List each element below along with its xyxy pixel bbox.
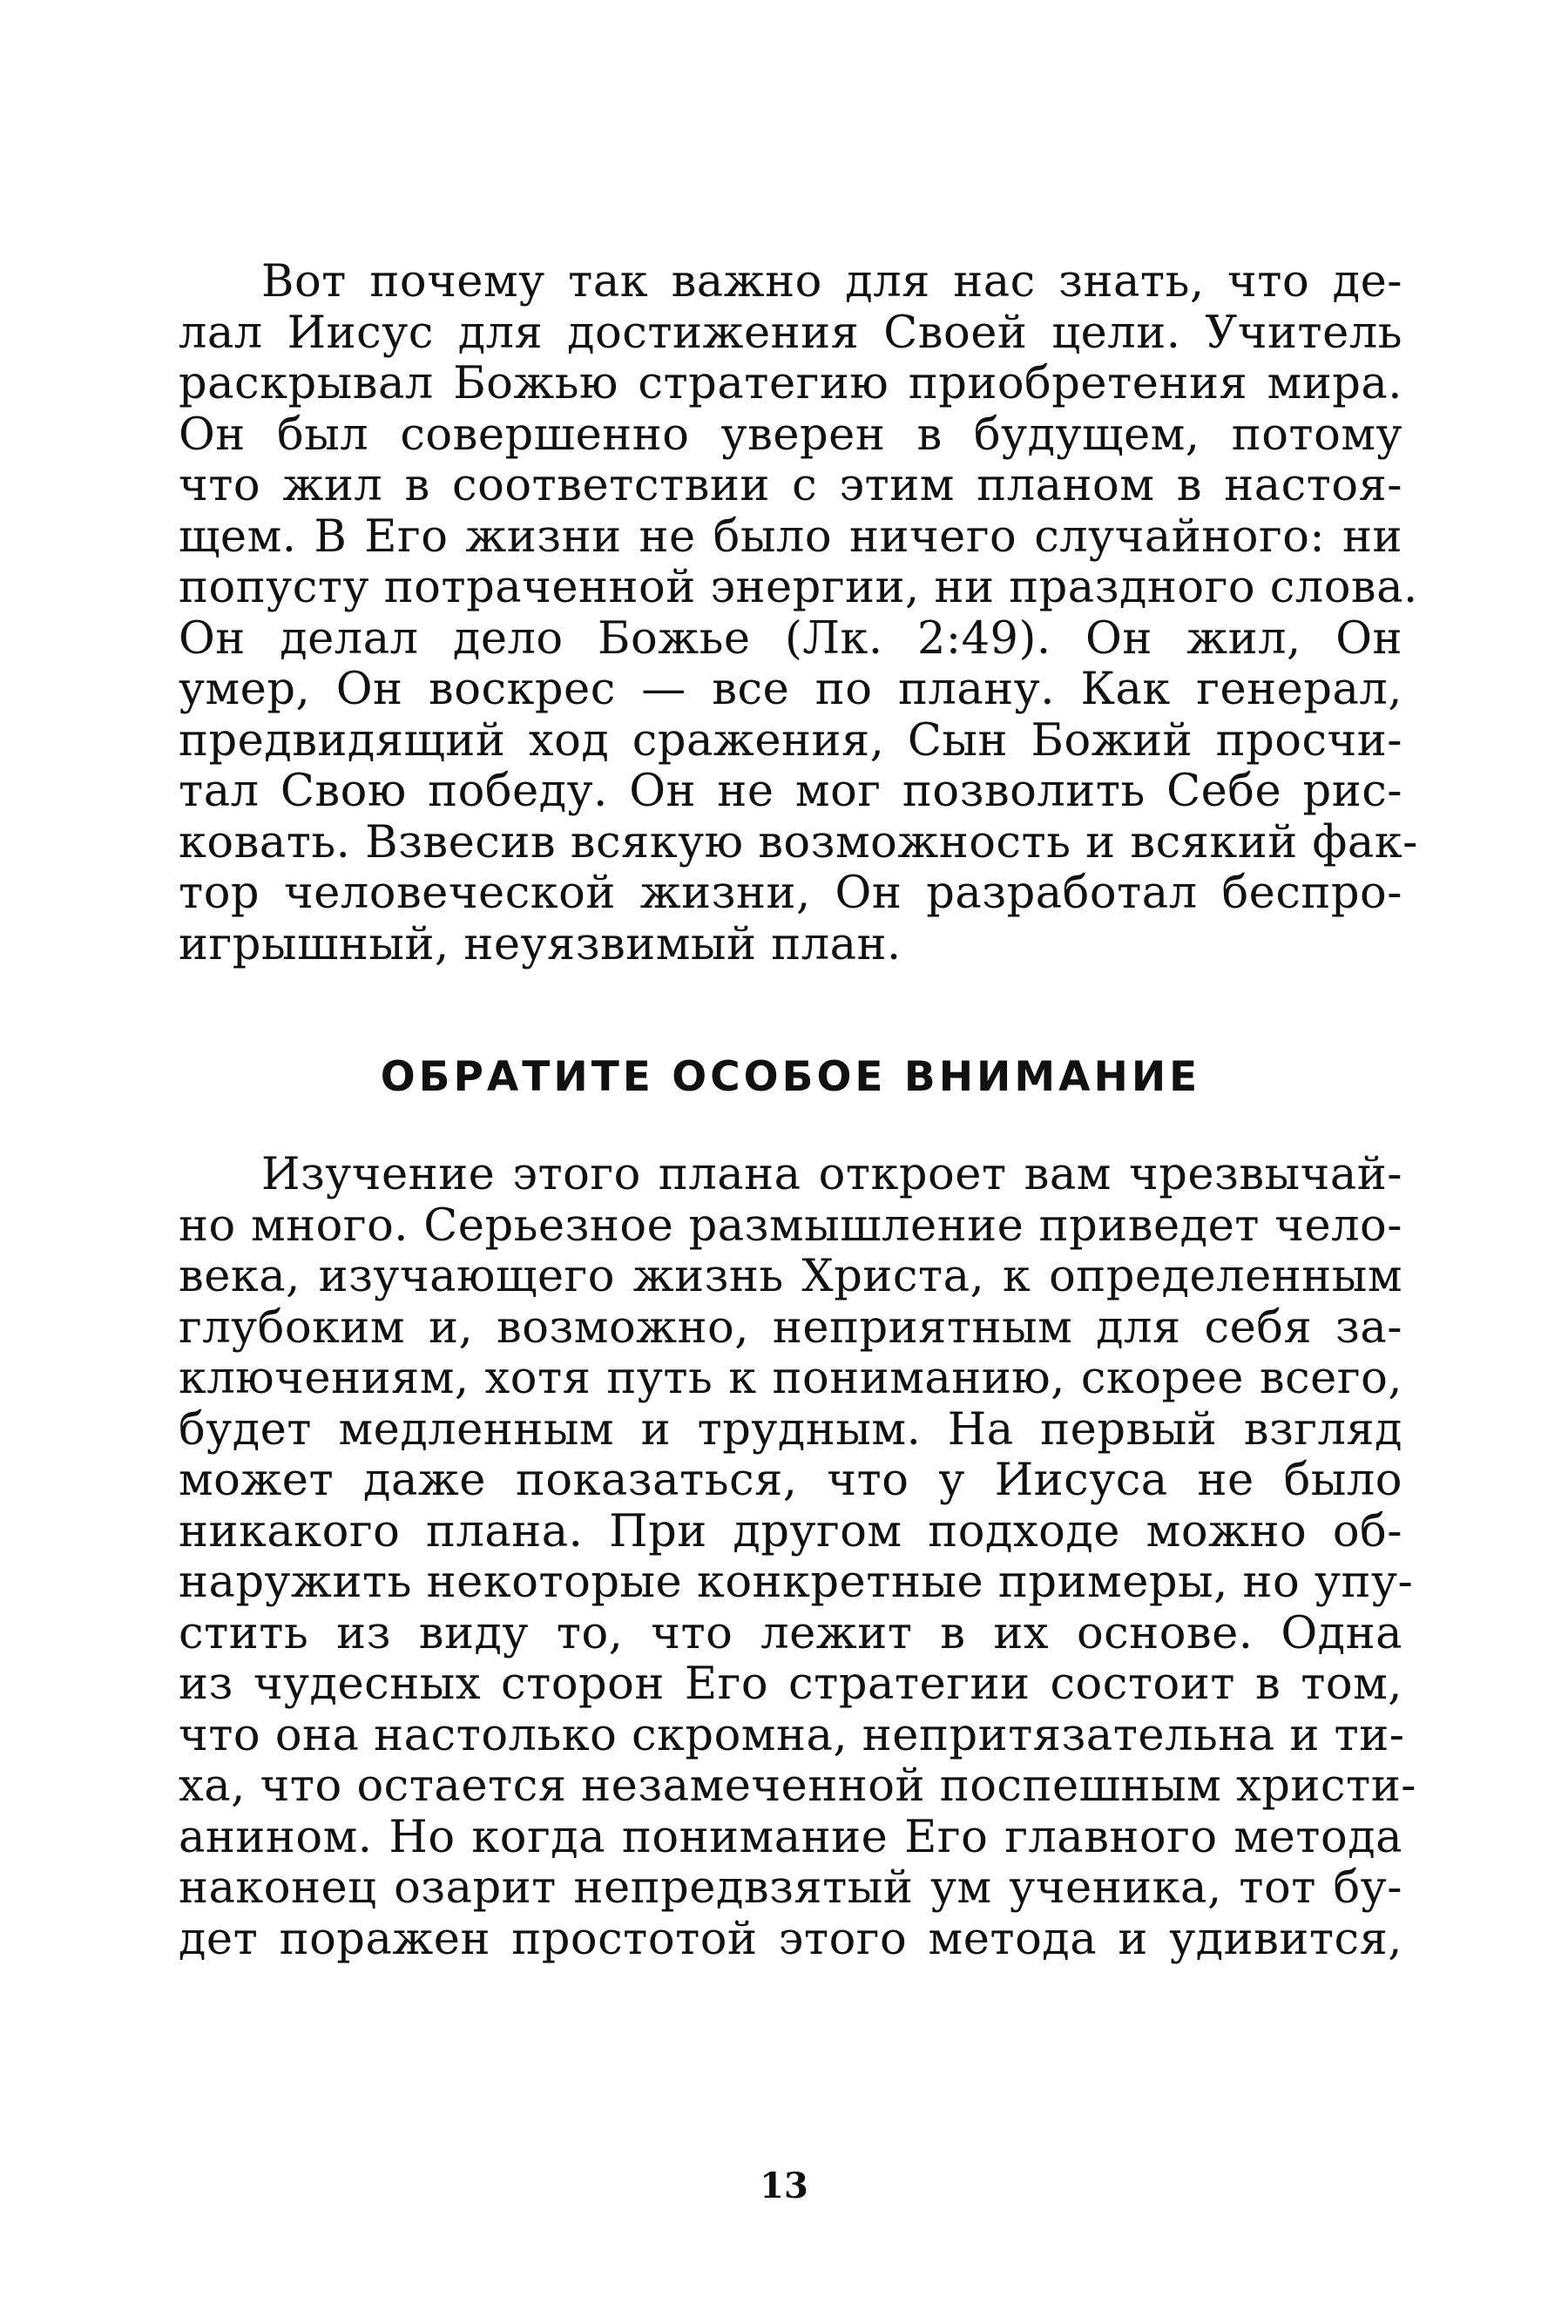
paragraph-line: века, изучающего жизнь Христа, к определенным <box>179 1251 1402 1302</box>
paragraph-line: стить из виду то, что лежит в их основе. Одна <box>179 1607 1402 1659</box>
paragraph-line: Он делал дело Божье (Лк. 2:49). Он жил, Он <box>179 612 1402 665</box>
paragraph-line: никакого плана. При другом подходе можно об- <box>179 1505 1402 1557</box>
paragraph-line: Он был совершенно уверен в будущем, потому <box>179 409 1402 461</box>
paragraph-line: игрышный, неуязвимый план. <box>179 918 902 970</box>
paragraph-line: ключениям, хотя путь к пониманию, скорее всего, <box>179 1353 1402 1404</box>
paragraph-line: предвидящий ход сражения, Сын Божий просчи- <box>179 714 1402 767</box>
paragraph-line: но много. Серьезное размышление приведет чело- <box>179 1199 1402 1252</box>
paragraph-line: может даже показаться, что у Иисуса не было <box>179 1455 1402 1506</box>
paragraph-line: наконец озарит непредвзятый ум ученика, тот бу- <box>179 1862 1402 1914</box>
paragraph-line: умер, Он воскрес — все по плану. Как генерал, <box>179 664 1402 715</box>
section-heading: ОБРАТИТЕ ОСОБОЕ ВНИМАНИЕ <box>380 1053 1201 1101</box>
paragraph-line: тал Свою победу. Он не мог позволить Себе рис- <box>179 766 1402 817</box>
paragraph-1 <box>179 256 1418 970</box>
paragraph-line: раскрывал Божью стратегию приобретения мира. <box>179 358 1402 409</box>
paragraph-line: щем. В Его жизни не было ничего случайного: ни <box>179 510 1402 563</box>
paragraph-line: анином. Но когда понимание Его главного метода <box>179 1811 1402 1863</box>
paragraph-line: что жил в соответствии с этим планом в настоя- <box>179 460 1402 511</box>
paragraph-line: тор человеческой жизни, Он разработал беспро- <box>179 868 1402 919</box>
paragraph-line: глубоким и, возможно, неприятным для себя за- <box>179 1301 1402 1354</box>
paragraph-line: дет поражен простотой этого метода и удивится, <box>179 1913 1402 1965</box>
page-number: 13 <box>760 2165 808 2206</box>
paragraph-line: Вот почему так важно для нас знать, что де- <box>261 256 1402 307</box>
paragraph-line: ха, что остается незамеченной поспешным христи- <box>179 1760 1416 1812</box>
paragraph-line: из чудесных сторон Его стратегии состоит в том, <box>179 1659 1402 1710</box>
paragraph-line: что она настолько скромна, непритязательна и ти- <box>179 1709 1405 1761</box>
paragraph-line: Изучение этого плана откроет вам чрезвычай- <box>261 1149 1402 1200</box>
page-text-block <box>179 256 1418 1965</box>
paragraph-line: наружить некоторые конкретные примеры, но упу- <box>179 1557 1414 1608</box>
paragraph-line: будет медленным и трудным. На первый взгляд <box>179 1403 1402 1456</box>
paragraph-line: ковать. Взвесив всякую возможность и всякий фак- <box>179 816 1418 868</box>
paragraph-line: лал Иисус для достижения Своей цели. Учитель <box>179 307 1402 359</box>
paragraph-2 <box>179 1149 1416 1965</box>
paragraph-line: попусту потраченной энергии, ни праздного слова. <box>179 562 1418 613</box>
